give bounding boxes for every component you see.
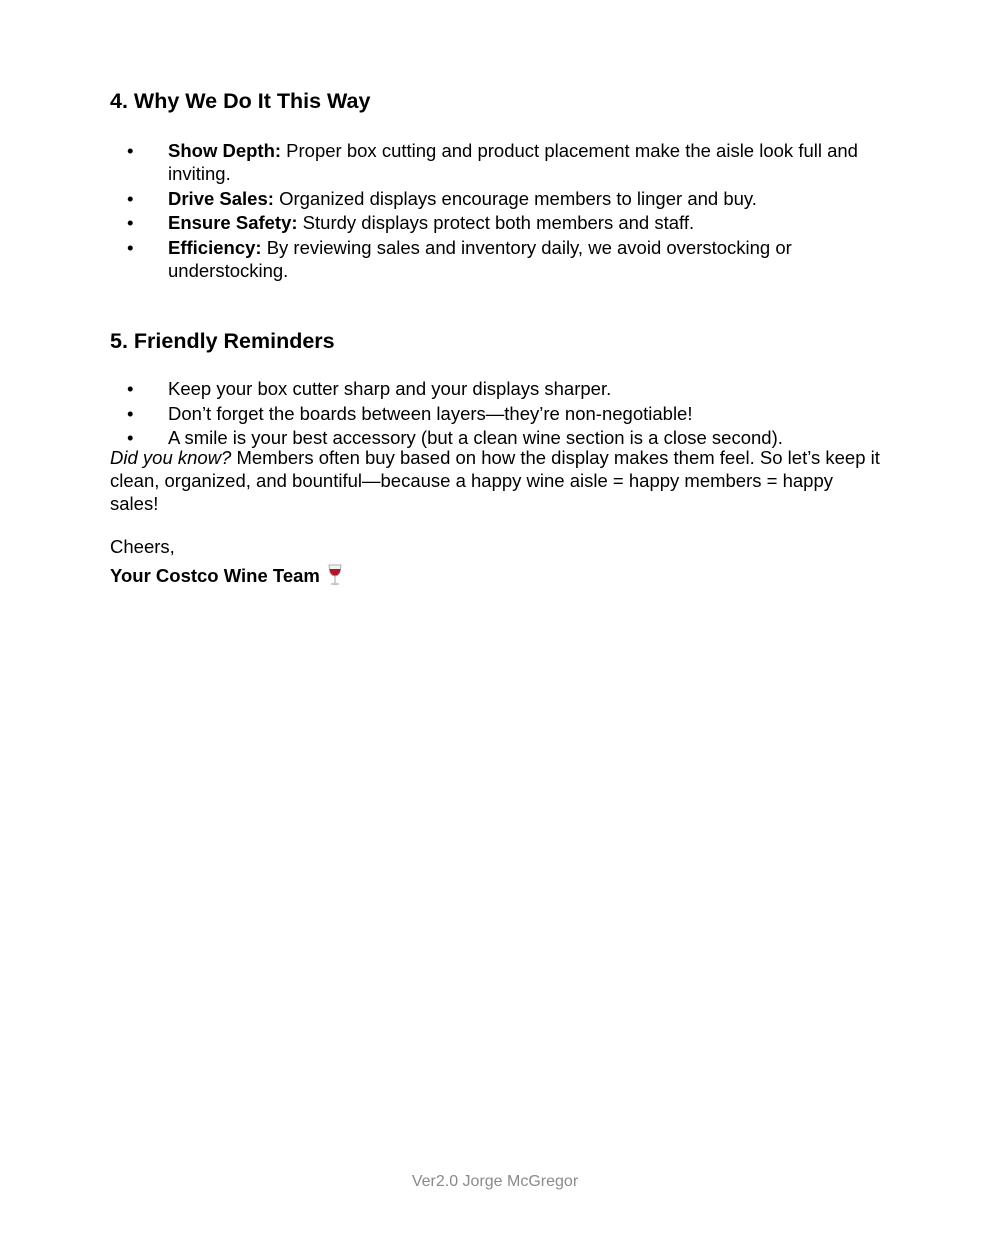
- section-5-list: [110, 377, 880, 451]
- wine-glass-icon: [326, 564, 344, 586]
- list-item-text: Keep your box cutter sharp and your displays sharper.: [168, 378, 612, 399]
- bullet: •: [127, 236, 134, 258]
- list-item-text: By reviewing sales and inventory daily, we avoid overstocking or understocking.: [168, 236, 792, 281]
- list-item: [110, 187, 880, 210]
- did-you-know-paragraph: [110, 446, 880, 515]
- bullet: •: [127, 427, 134, 448]
- list-item: [110, 211, 880, 234]
- list-item-text: Organized displays encourage members to linger and buy.: [273, 187, 757, 209]
- list-item-bold: Ensure Safety:: [168, 212, 298, 233]
- list-item: [110, 236, 880, 282]
- closing-signature: [110, 564, 880, 587]
- did-you-know-text: Members often buy based on how the display makes them feel. So let’s keep it clean, organized, and bountiful—because a happy wine aisle = happy members = happy sales!: [110, 447, 880, 514]
- list-item-bold: Efficiency:: [168, 236, 262, 258]
- bullet: •: [127, 402, 134, 424]
- closing-cheers: Cheers,: [110, 536, 175, 557]
- list-item-text: A smile is your best accessory (but a clean wine section is a close second).: [168, 427, 783, 448]
- bullet: •: [127, 187, 134, 209]
- section-4-heading: 4. Why We Do It This Way: [110, 89, 371, 113]
- list-item-text: Don’t forget the boards between layers—they’re non-negotiable!: [168, 402, 693, 424]
- list-item: [110, 139, 880, 185]
- list-item-text: Proper box cutting and product placement make the aisle look full and inviting.: [168, 140, 858, 184]
- list-item-bold: Show Depth:: [168, 140, 282, 161]
- signature-text: Your Costco Wine Team: [110, 565, 320, 586]
- bullet: •: [127, 140, 134, 161]
- list-item-text: Sturdy displays protect both members and staff.: [297, 212, 695, 233]
- did-you-know-lead: Did you know?: [110, 447, 232, 468]
- bullet: •: [127, 212, 134, 233]
- section-4-list: [110, 139, 880, 283]
- list-item: [110, 377, 880, 400]
- list-item-bold: Drive Sales:: [168, 187, 274, 209]
- section-5-heading: 5. Friendly Reminders: [110, 329, 335, 353]
- footer-version: Ver2.0 Jorge McGregor: [411, 1173, 579, 1190]
- list-item: [110, 402, 880, 425]
- bullet: •: [127, 378, 134, 399]
